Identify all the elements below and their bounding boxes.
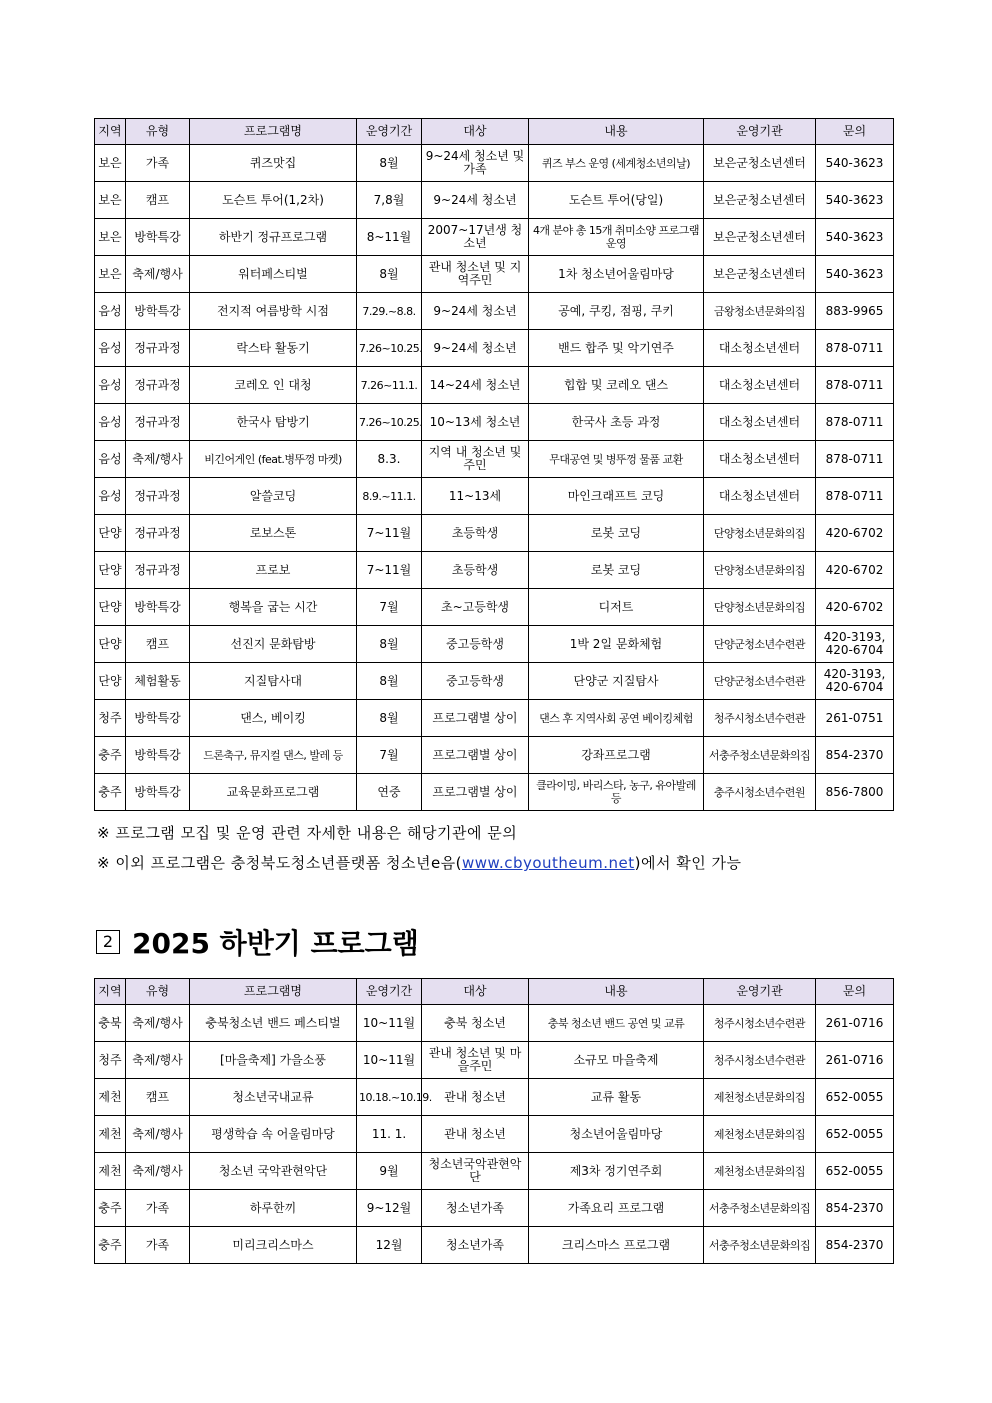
cell-content: 1차 청소년어울림마당 xyxy=(529,256,704,293)
cell-contact: 261-0751 xyxy=(816,700,894,737)
cell-target: 중고등학생 xyxy=(422,663,529,700)
program-table-second-half xyxy=(94,978,894,1264)
cell-content: 충북 청소년 밴드 공연 및 교류 xyxy=(529,1005,704,1042)
cell-content: 공예, 쿠킹, 점핑, 쿠키 xyxy=(529,293,704,330)
table-row xyxy=(95,1153,894,1190)
table-header-row xyxy=(95,979,894,1005)
cell-period: 11. 1. xyxy=(357,1116,422,1153)
cell-program: 하반기 정규프로그램 xyxy=(190,219,357,256)
cell-program: 청소년국내교류 xyxy=(190,1079,357,1116)
table-row xyxy=(95,145,894,182)
cell-contact: 854-2370 xyxy=(816,1227,894,1264)
cell-contact: 420-3193, 420-6704 xyxy=(816,663,894,700)
cell-program: [마을축제] 가을소풍 xyxy=(190,1042,357,1079)
table-row xyxy=(95,626,894,663)
cell-type: 가족 xyxy=(126,145,190,182)
cell-content: 클라이밍, 바리스타, 농구, 유아발레 등 xyxy=(529,774,704,811)
cell-type: 정규과정 xyxy=(126,515,190,552)
cell-period: 8~11월 xyxy=(357,219,422,256)
cell-type: 축제/행사 xyxy=(126,1116,190,1153)
cell-organizer: 충주시청소년수련원 xyxy=(704,774,816,811)
cell-type: 방학특강 xyxy=(126,700,190,737)
cell-region: 충주 xyxy=(95,1227,126,1264)
cell-period: 8월 xyxy=(357,145,422,182)
cell-target: 프로그램별 상이 xyxy=(422,774,529,811)
cell-period: 9~12월 xyxy=(357,1190,422,1227)
cell-region: 음성 xyxy=(95,330,126,367)
cell-period: 8.9.~11.1. xyxy=(357,478,422,515)
cell-region: 단양 xyxy=(95,515,126,552)
cell-region: 충주 xyxy=(95,737,126,774)
note-suffix: )에서 확인 가능 xyxy=(634,854,742,872)
cell-program: 댄스, 베이킹 xyxy=(190,700,357,737)
cell-target: 관내 청소년 및 지역주민 xyxy=(422,256,529,293)
cell-target: 초~고등학생 xyxy=(422,589,529,626)
cell-type: 체험활동 xyxy=(126,663,190,700)
cell-type: 정규과정 xyxy=(126,330,190,367)
cell-organizer: 청주시청소년수련관 xyxy=(704,1042,816,1079)
cell-contact: 878-0711 xyxy=(816,367,894,404)
cell-content: 마인크래프트 코딩 xyxy=(529,478,704,515)
cell-type: 축제/행사 xyxy=(126,441,190,478)
cell-program: 드론축구, 뮤지컬 댄스, 발레 등 xyxy=(190,737,357,774)
cell-target: 14~24세 청소년 xyxy=(422,367,529,404)
table-row xyxy=(95,367,894,404)
cell-region: 충주 xyxy=(95,774,126,811)
cell-type: 축제/행사 xyxy=(126,256,190,293)
cell-contact: 854-2370 xyxy=(816,737,894,774)
table-row xyxy=(95,663,894,700)
cell-target: 프로그램별 상이 xyxy=(422,700,529,737)
cell-target: 관내 청소년 및 마을주민 xyxy=(422,1042,529,1079)
cell-contact: 420-6702 xyxy=(816,589,894,626)
section-heading xyxy=(96,922,419,962)
cell-program: 선진지 문화탐방 xyxy=(190,626,357,663)
cell-program: 워터페스티벌 xyxy=(190,256,357,293)
cell-organizer: 단양청소년문화의집 xyxy=(704,515,816,552)
cell-region: 충북 xyxy=(95,1005,126,1042)
table-row xyxy=(95,219,894,256)
cell-type: 방학특강 xyxy=(126,293,190,330)
cell-program: 교육문화프로그램 xyxy=(190,774,357,811)
table-row xyxy=(95,293,894,330)
section-title: 2025 하반기 프로그램 xyxy=(132,927,419,960)
note-prefix: ※ 이외 프로그램은 충청북도청소년플랫폼 청소년e음( xyxy=(97,854,463,872)
cell-program: 로보스톤 xyxy=(190,515,357,552)
cell-type: 정규과정 xyxy=(126,552,190,589)
section-number-box: 2 xyxy=(96,930,120,954)
cell-content: 로봇 코딩 xyxy=(529,515,704,552)
table-row xyxy=(95,478,894,515)
cell-content: 댄스 후 지역사회 공연 베이킹체험 xyxy=(529,700,704,737)
cell-type: 방학특강 xyxy=(126,737,190,774)
cell-target: 9~24세 청소년 및 가족 xyxy=(422,145,529,182)
cell-contact: 878-0711 xyxy=(816,441,894,478)
table-row xyxy=(95,700,894,737)
table-row xyxy=(95,515,894,552)
cell-contact: 540-3623 xyxy=(816,256,894,293)
header-organizer: 운영기관 xyxy=(704,979,816,1005)
cell-target: 2007~17년생 청소년 xyxy=(422,219,529,256)
cell-organizer: 금왕청소년문화의집 xyxy=(704,293,816,330)
cell-organizer: 보은군청소년센터 xyxy=(704,145,816,182)
cell-period: 7월 xyxy=(357,737,422,774)
cell-region: 제천 xyxy=(95,1079,126,1116)
cell-content: 4개 분야 총 15개 취미소양 프로그램 운영 xyxy=(529,219,704,256)
cell-content: 크리스마스 프로그램 xyxy=(529,1227,704,1264)
table-row xyxy=(95,589,894,626)
cell-program: 퀴즈맛집 xyxy=(190,145,357,182)
cell-contact: 540-3623 xyxy=(816,182,894,219)
cell-content: 강좌프로그램 xyxy=(529,737,704,774)
table-body xyxy=(95,145,894,811)
cell-target: 관내 청소년 xyxy=(422,1079,529,1116)
cell-organizer: 대소청소년센터 xyxy=(704,404,816,441)
cell-type: 방학특강 xyxy=(126,219,190,256)
cell-period: 7,8월 xyxy=(357,182,422,219)
header-region: 지역 xyxy=(95,979,126,1005)
cell-contact: 540-3623 xyxy=(816,145,894,182)
cell-program: 지질탐사대 xyxy=(190,663,357,700)
cell-period: 7~11월 xyxy=(357,552,422,589)
cell-period: 연중 xyxy=(357,774,422,811)
cell-program: 코레오 인 대청 xyxy=(190,367,357,404)
header-region: 지역 xyxy=(95,119,126,145)
cell-organizer: 서충주청소년문화의집 xyxy=(704,1190,816,1227)
table-row xyxy=(95,441,894,478)
header-program: 프로그램명 xyxy=(190,979,357,1005)
cell-region: 보은 xyxy=(95,145,126,182)
cell-organizer: 제천청소년문화의집 xyxy=(704,1079,816,1116)
cell-organizer: 단양청소년문화의집 xyxy=(704,589,816,626)
cell-content: 청소년어울림마당 xyxy=(529,1116,704,1153)
cell-type: 정규과정 xyxy=(126,404,190,441)
cell-program: 충북청소년 밴드 페스티벌 xyxy=(190,1005,357,1042)
cell-period: 8월 xyxy=(357,256,422,293)
cell-target: 충북 청소년 xyxy=(422,1005,529,1042)
cell-contact: 878-0711 xyxy=(816,330,894,367)
table-body xyxy=(95,1005,894,1264)
cell-type: 가족 xyxy=(126,1190,190,1227)
table-row xyxy=(95,1005,894,1042)
cell-type: 정규과정 xyxy=(126,478,190,515)
cell-target: 초등학생 xyxy=(422,515,529,552)
cell-region: 청주 xyxy=(95,700,126,737)
table-row xyxy=(95,1042,894,1079)
cell-region: 단양 xyxy=(95,552,126,589)
cell-type: 정규과정 xyxy=(126,367,190,404)
header-target: 대상 xyxy=(422,119,529,145)
cell-organizer: 대소청소년센터 xyxy=(704,441,816,478)
note-more-programs xyxy=(97,852,742,873)
cell-content: 가족요리 프로그램 xyxy=(529,1190,704,1227)
cell-region: 보은 xyxy=(95,182,126,219)
cell-region: 제천 xyxy=(95,1153,126,1190)
cell-content: 힙합 및 코레오 댄스 xyxy=(529,367,704,404)
cell-content: 디저트 xyxy=(529,589,704,626)
cell-program: 행복을 굽는 시간 xyxy=(190,589,357,626)
cell-organizer: 보은군청소년센터 xyxy=(704,182,816,219)
cell-organizer: 청주시청소년수련관 xyxy=(704,1005,816,1042)
table-row xyxy=(95,330,894,367)
cell-region: 음성 xyxy=(95,478,126,515)
note-inquiry: ※ 프로그램 모집 및 운영 관련 자세한 내용은 해당기관에 문의 xyxy=(97,824,518,842)
cell-organizer: 단양군청소년수련관 xyxy=(704,626,816,663)
cell-type: 축제/행사 xyxy=(126,1042,190,1079)
cell-program: 미리크리스마스 xyxy=(190,1227,357,1264)
cell-region: 단양 xyxy=(95,589,126,626)
cell-program: 알쓸코딩 xyxy=(190,478,357,515)
header-content: 내용 xyxy=(529,979,704,1005)
cell-period: 7.29.~8.8. xyxy=(357,293,422,330)
table-row xyxy=(95,737,894,774)
cell-content: 로봇 코딩 xyxy=(529,552,704,589)
cell-contact: 540-3623 xyxy=(816,219,894,256)
cell-region: 단양 xyxy=(95,626,126,663)
cell-contact: 854-2370 xyxy=(816,1190,894,1227)
cell-region: 충주 xyxy=(95,1190,126,1227)
cell-region: 단양 xyxy=(95,663,126,700)
cell-program: 청소년 국악관현악단 xyxy=(190,1153,357,1190)
cell-content: 교류 활동 xyxy=(529,1079,704,1116)
cell-region: 제천 xyxy=(95,1116,126,1153)
cell-contact: 420-6702 xyxy=(816,515,894,552)
cell-region: 음성 xyxy=(95,404,126,441)
table-row xyxy=(95,404,894,441)
cell-type: 캠프 xyxy=(126,182,190,219)
header-contact: 문의 xyxy=(816,119,894,145)
table-row xyxy=(95,256,894,293)
cell-organizer: 대소청소년센터 xyxy=(704,330,816,367)
table-row xyxy=(95,1079,894,1116)
cell-program: 도슨트 투어(1,2차) xyxy=(190,182,357,219)
cell-period: 8월 xyxy=(357,626,422,663)
cell-contact: 878-0711 xyxy=(816,478,894,515)
cell-target: 지역 내 청소년 및 주민 xyxy=(422,441,529,478)
cell-contact: 883-9965 xyxy=(816,293,894,330)
cell-content: 1박 2일 문화체험 xyxy=(529,626,704,663)
header-content: 내용 xyxy=(529,119,704,145)
cell-program: 락스타 활동기 xyxy=(190,330,357,367)
cell-content: 퀴즈 부스 운영 (세계청소년의날) xyxy=(529,145,704,182)
cell-period: 10~11월 xyxy=(357,1042,422,1079)
program-table-first-half xyxy=(94,118,894,811)
cell-type: 캠프 xyxy=(126,626,190,663)
cell-target: 9~24세 청소년 xyxy=(422,182,529,219)
cell-program: 비긴어게인 (feat.병뚜껑 마켓) xyxy=(190,441,357,478)
cell-content: 밴드 합주 및 악기연주 xyxy=(529,330,704,367)
cell-period: 8월 xyxy=(357,663,422,700)
cell-program: 한국사 탐방기 xyxy=(190,404,357,441)
cell-contact: 652-0055 xyxy=(816,1116,894,1153)
cell-target: 중고등학생 xyxy=(422,626,529,663)
cell-region: 청주 xyxy=(95,1042,126,1079)
cell-content: 한국사 초등 과정 xyxy=(529,404,704,441)
header-period: 운영기간 xyxy=(357,119,422,145)
cell-type: 축제/행사 xyxy=(126,1153,190,1190)
cell-period: 10~11월 xyxy=(357,1005,422,1042)
cell-organizer: 대소청소년센터 xyxy=(704,367,816,404)
cell-program: 프로보 xyxy=(190,552,357,589)
table-row xyxy=(95,1116,894,1153)
cell-target: 10~13세 청소년 xyxy=(422,404,529,441)
cell-contact: 261-0716 xyxy=(816,1005,894,1042)
website-link[interactable]: www.cbyoutheum.net xyxy=(462,854,635,872)
cell-type: 방학특강 xyxy=(126,589,190,626)
cell-organizer: 보은군청소년센터 xyxy=(704,256,816,293)
cell-region: 보은 xyxy=(95,256,126,293)
cell-type: 축제/행사 xyxy=(126,1005,190,1042)
cell-target: 프로그램별 상이 xyxy=(422,737,529,774)
header-type: 유형 xyxy=(126,119,190,145)
cell-organizer: 청주시청소년수련관 xyxy=(704,700,816,737)
cell-target: 청소년가족 xyxy=(422,1190,529,1227)
cell-type: 캠프 xyxy=(126,1079,190,1116)
cell-content: 제3차 정기연주회 xyxy=(529,1153,704,1190)
cell-program: 평생학습 속 어울림마당 xyxy=(190,1116,357,1153)
cell-contact: 878-0711 xyxy=(816,404,894,441)
cell-region: 보은 xyxy=(95,219,126,256)
cell-contact: 261-0716 xyxy=(816,1042,894,1079)
table-row xyxy=(95,1227,894,1264)
cell-type: 가족 xyxy=(126,1227,190,1264)
cell-period: 9월 xyxy=(357,1153,422,1190)
header-target: 대상 xyxy=(422,979,529,1005)
cell-organizer: 대소청소년센터 xyxy=(704,478,816,515)
table-row xyxy=(95,182,894,219)
cell-organizer: 서충주청소년문화의집 xyxy=(704,1227,816,1264)
cell-target: 관내 청소년 xyxy=(422,1116,529,1153)
cell-organizer: 제천청소년문화의집 xyxy=(704,1116,816,1153)
cell-content: 단양군 지질탐사 xyxy=(529,663,704,700)
cell-period: 12월 xyxy=(357,1227,422,1264)
cell-type: 방학특강 xyxy=(126,774,190,811)
cell-organizer: 보은군청소년센터 xyxy=(704,219,816,256)
header-program: 프로그램명 xyxy=(190,119,357,145)
cell-organizer: 단양군청소년수련관 xyxy=(704,663,816,700)
cell-period: 7.26~10.25. xyxy=(357,330,422,367)
cell-period: 10.18.~10.19. xyxy=(357,1079,422,1116)
table-row xyxy=(95,774,894,811)
cell-contact: 420-3193, 420-6704 xyxy=(816,626,894,663)
cell-program: 하루한끼 xyxy=(190,1190,357,1227)
cell-program: 전지적 여름방학 시점 xyxy=(190,293,357,330)
cell-organizer: 서충주청소년문화의집 xyxy=(704,737,816,774)
header-contact: 문의 xyxy=(816,979,894,1005)
header-type: 유형 xyxy=(126,979,190,1005)
cell-period: 8.3. xyxy=(357,441,422,478)
cell-period: 7월 xyxy=(357,589,422,626)
cell-target: 청소년가족 xyxy=(422,1227,529,1264)
table-header-row xyxy=(95,119,894,145)
table-row xyxy=(95,1190,894,1227)
cell-period: 7~11월 xyxy=(357,515,422,552)
cell-target: 청소년국악관현악단 xyxy=(422,1153,529,1190)
cell-contact: 420-6702 xyxy=(816,552,894,589)
cell-contact: 652-0055 xyxy=(816,1153,894,1190)
header-period: 운영기간 xyxy=(357,979,422,1005)
cell-period: 7.26~11.1. xyxy=(357,367,422,404)
header-organizer: 운영기관 xyxy=(704,119,816,145)
cell-target: 9~24세 청소년 xyxy=(422,330,529,367)
cell-target: 9~24세 청소년 xyxy=(422,293,529,330)
cell-contact: 856-7800 xyxy=(816,774,894,811)
cell-content: 소규모 마을축제 xyxy=(529,1042,704,1079)
cell-region: 음성 xyxy=(95,293,126,330)
cell-region: 음성 xyxy=(95,367,126,404)
cell-target: 초등학생 xyxy=(422,552,529,589)
cell-organizer: 단양청소년문화의집 xyxy=(704,552,816,589)
cell-period: 8월 xyxy=(357,700,422,737)
cell-content: 도슨트 투어(당일) xyxy=(529,182,704,219)
cell-contact: 652-0055 xyxy=(816,1079,894,1116)
cell-region: 음성 xyxy=(95,441,126,478)
cell-organizer: 제천청소년문화의집 xyxy=(704,1153,816,1190)
table-row xyxy=(95,552,894,589)
cell-content: 무대공연 및 병뚜껑 물품 교환 xyxy=(529,441,704,478)
cell-target: 11~13세 xyxy=(422,478,529,515)
cell-period: 7.26~10.25. xyxy=(357,404,422,441)
